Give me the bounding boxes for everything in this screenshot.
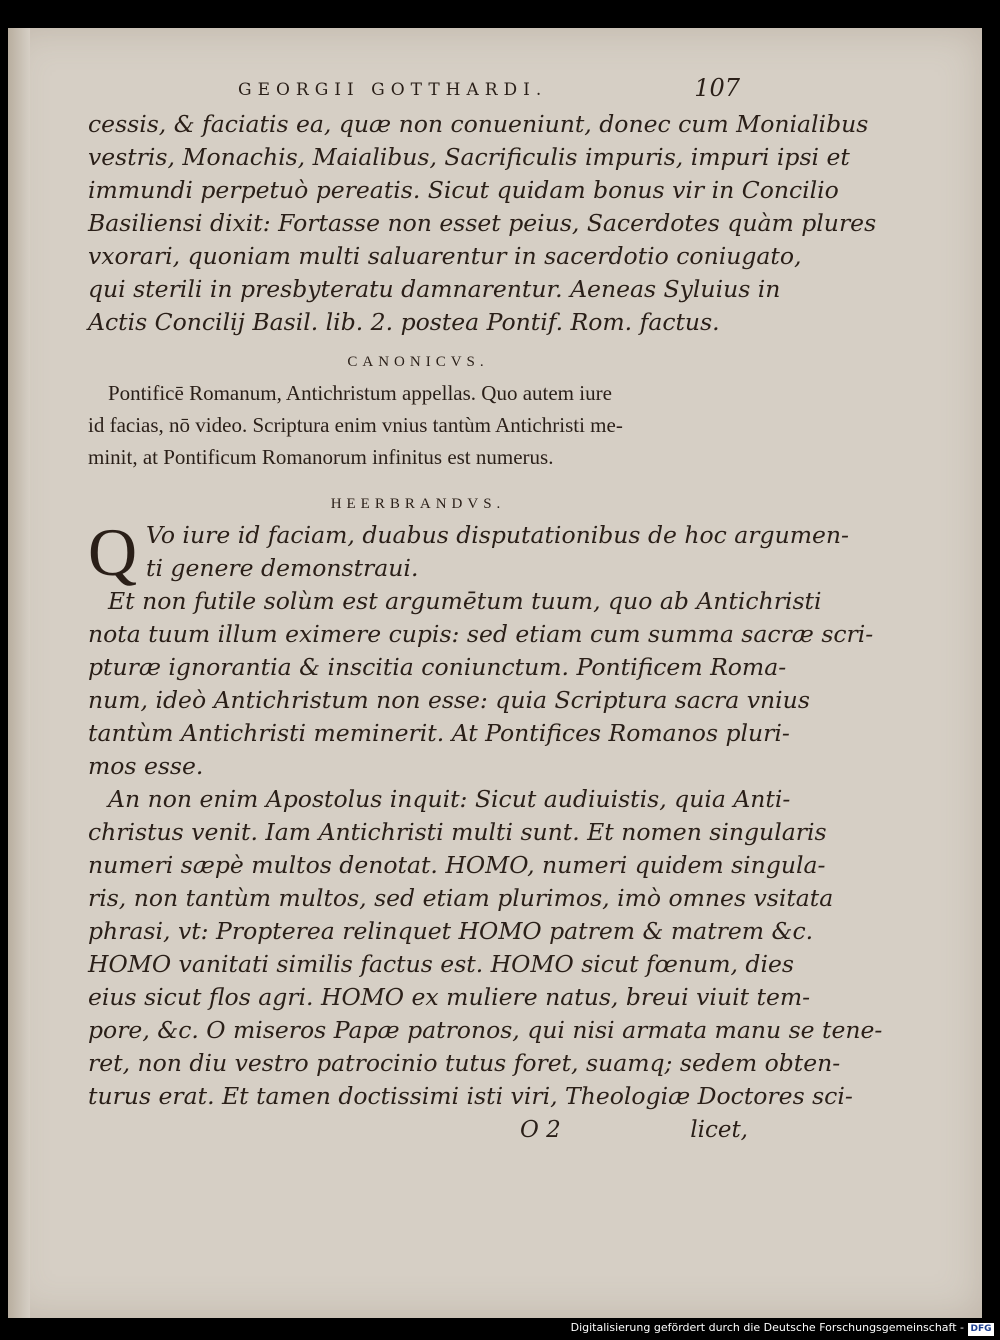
text-line: Basiliensi dixit: Fortasse non esset peius, Sacerdotes quàm plures <box>88 209 877 237</box>
text-line: pturæ ignorantia & inscitia coniunctum. Pontificem Roma- <box>88 653 787 681</box>
text-line: num, ideò Antichristum non esse: quia Scriptura sacra vnius <box>88 686 810 714</box>
text-line: phrasi, vt: Propterea relinquet HOMO patrem & matrem &c. <box>88 917 814 945</box>
text-line: ret, non diu vestro patrocinio tutus foret, suamq; sedem obten- <box>88 1049 841 1077</box>
text-line: ris, non tantùm multos, sed etiam plurimos, imò omnes vsitata <box>88 884 834 912</box>
text-line: numeri sæpè multos denotat. HOMO, numeri quidem singula- <box>88 851 826 879</box>
text-line: minit, at Pontificum Romanorum infinitus est numerus. <box>88 445 554 469</box>
digitization-credit: Digitalisierung gefördert durch die Deutsche Forschungsgemeinschaft - <box>570 1321 964 1334</box>
book-page <box>8 28 982 1318</box>
text-line: vestris, Monachis, Maialibus, Sacrificulis impuris, impuri ipsi et <box>88 143 850 171</box>
text-line: ti genere demonstraui. <box>146 554 419 582</box>
paragraph-heerbrandus-2 <box>88 585 874 783</box>
text-line: qui sterili in presbyteratu damnarentur. Aeneas Syluius in <box>88 275 781 303</box>
text-line: vxorari, quoniam multi saluarentur in sacerdotio coniugato, <box>88 242 802 270</box>
text-line: Vo iure id faciam, duabus disputationibus de hoc argumen- <box>146 521 849 549</box>
paragraph-heerbrandus-opening <box>88 514 849 590</box>
text-line: Pontificē Romanum, Antichristum appellas. Quo autem iure <box>108 381 612 405</box>
dfg-logo: DFG <box>968 1323 994 1336</box>
paragraph-continued <box>88 108 877 339</box>
running-title: GEORGII GOTTHARDI. <box>238 80 548 100</box>
text-line: turus erat. Et tamen doctissimi isti viri, Theologiæ Doctores sci- <box>88 1082 853 1110</box>
text-line: HOMO vanitati similis factus est. HOMO sicut fœnum, dies <box>88 950 794 978</box>
paragraph-heerbrandus-3 <box>88 783 883 1113</box>
drop-cap: Q <box>88 514 138 590</box>
catchword: licet, <box>690 1117 748 1143</box>
page-edge-shadow <box>8 28 30 1318</box>
text-line: mos esse. <box>88 752 204 780</box>
text-line: An non enim Apostolus inquit: Sicut audiuistis, quia Anti- <box>108 785 791 813</box>
running-header <box>88 68 748 108</box>
text-line: Et non futile solùm est argumētum tuum, quo ab Antichristi <box>108 587 822 615</box>
text-line: pore, &c. O miseros Papæ patronos, qui nisi armata manu se tene- <box>88 1016 883 1044</box>
text-line: cessis, & faciatis ea, quæ non conueniunt, donec cum Monialibus <box>88 110 869 138</box>
text-line: eius sicut flos agri. HOMO ex muliere natus, breui viuit tem- <box>88 983 811 1011</box>
page-footer <box>88 1113 748 1153</box>
text-line: Actis Concilij Basil. lib. 2. postea Pontif. Rom. factus. <box>88 308 720 336</box>
text-line: id facias, nō video. Scriptura enim vnius tantùm Antichristi me- <box>88 413 623 437</box>
section-heading-canonicus: CANONICVS. <box>347 354 489 370</box>
signature-mark: O 2 <box>520 1117 561 1143</box>
text-block <box>88 68 883 1153</box>
text-line: nota tuum illum eximere cupis: sed etiam cum summa sacræ scri- <box>88 620 874 648</box>
page-number: 107 <box>694 74 740 102</box>
text-line: christus venit. Iam Antichristi multi sunt. Et nomen singularis <box>88 818 827 846</box>
text-line: immundi perpetuò pereatis. Sicut quidam bonus vir in Concilio <box>88 176 839 204</box>
text-line: tantùm Antichristi meminerit. At Pontifices Romanos pluri- <box>88 719 790 747</box>
section-heading-heerbrandus: HEERBRANDVS. <box>330 496 506 512</box>
paragraph-canonicus <box>88 377 748 473</box>
